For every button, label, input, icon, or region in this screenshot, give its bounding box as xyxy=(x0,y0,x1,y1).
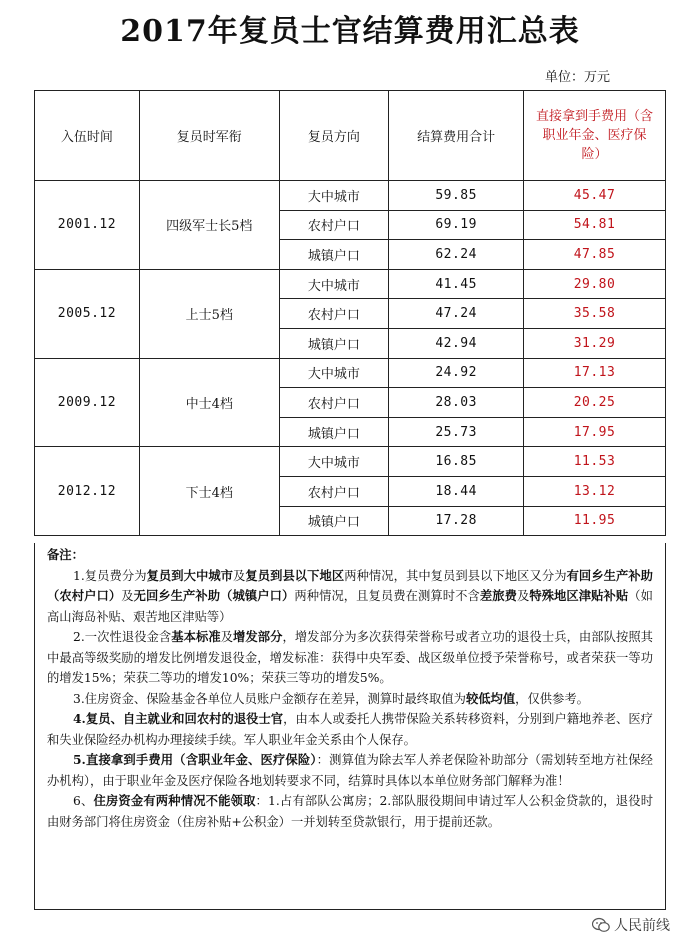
total-cost-cell: 25.73 xyxy=(389,417,524,447)
total-cost-cell: 16.85 xyxy=(389,447,524,477)
note-1 xyxy=(47,566,653,628)
header-enlist-time: 入伍时间 xyxy=(35,91,140,181)
page-title: 2017年复员士官结算费用汇总表 xyxy=(120,14,580,49)
note-2-text: 2.一次性退役金含 xyxy=(73,630,172,644)
note-1-bold: 差旅费 xyxy=(479,588,517,603)
direct-cost-cell: 54.81 xyxy=(524,210,666,240)
direction-cell: 大中城市 xyxy=(279,447,389,477)
note-2 xyxy=(47,627,653,689)
header-rank: 复员时军衔 xyxy=(139,91,279,181)
direct-cost-cell: 17.95 xyxy=(524,417,666,447)
note-1-bold: 复员到县以下地区 xyxy=(245,567,345,583)
direct-cost-cell: 35.58 xyxy=(524,299,666,329)
unit-label: 单位：万元 xyxy=(544,70,610,85)
note-6-text: ：1.占有部队公寓房；2.部队服役期间申请过军人公积金贷款的，退役时由财务部门将住房资金（住房补贴+公积金）一并划转至贷款银行，用于提前还款。 xyxy=(47,794,654,829)
note-6 xyxy=(47,791,653,832)
note-2-text: 及 xyxy=(220,630,234,644)
table-row xyxy=(35,181,666,211)
enlist-time-cell: 2012.12 xyxy=(35,447,140,536)
note-4-text: ，由本人或委托人携带保险关系转移资料，分别到户籍地养老、医疗和失业保险经办机构办理接续手续。军人职业年金关系由个人保存。 xyxy=(47,712,653,747)
header-direction: 复员方向 xyxy=(279,91,389,181)
total-cost-cell: 62.24 xyxy=(389,240,524,270)
note-4 xyxy=(47,709,653,750)
enlist-time-cell: 2005.12 xyxy=(35,269,140,358)
note-1-text: 及 xyxy=(121,589,134,603)
note-3-text: 3.住房资金、保险基金各单位人员账户金额存在差异，测算时最终取值为 xyxy=(73,691,466,706)
note-1-text: （如高山海岛补贴、艰苦地区津贴等） xyxy=(47,589,653,624)
direct-cost-cell: 11.53 xyxy=(524,447,666,477)
direction-cell: 农村户口 xyxy=(279,299,389,329)
notes-section xyxy=(34,543,666,910)
enlist-time-cell: 2001.12 xyxy=(35,181,140,270)
direction-cell: 农村户口 xyxy=(279,476,389,506)
note-2-bold: 基本标准 xyxy=(171,629,221,644)
direction-cell: 大中城市 xyxy=(279,358,389,388)
total-cost-cell: 41.45 xyxy=(389,269,524,299)
note-1-bold: 复员到大中城市 xyxy=(146,567,234,583)
total-cost-cell: 28.03 xyxy=(389,388,524,418)
note-2-text: ，增发部分为多次获得荣誉称号或者立功的退役士兵，由部队按照其中最高等级奖励的增发比例增发退役金，增发标准：获得中央军委、战区级单位授予荣誉称号，或者荣获一等功的增发15%；荣获二等功的增发10%；荣获三等功的增发5%。 xyxy=(47,630,653,685)
notes-heading: 备注： xyxy=(47,547,84,562)
direct-cost-cell: 20.25 xyxy=(524,388,666,418)
note-1-bold: 无回乡生产补助（城镇户口） xyxy=(133,588,295,603)
direct-cost-cell: 17.13 xyxy=(524,358,666,388)
note-1-bold: 特殊地区津贴补贴 xyxy=(529,588,629,603)
rank-cell: 中士4档 xyxy=(139,358,279,447)
direction-cell: 城镇户口 xyxy=(279,328,389,358)
note-3 xyxy=(47,689,653,710)
enlist-time-cell: 2009.12 xyxy=(35,358,140,447)
note-6-number: 6、 xyxy=(73,794,94,808)
note-5-bold: 5.直接拿到手费用（含职业年金、医疗保险） xyxy=(73,752,317,767)
direction-cell: 大中城市 xyxy=(279,269,389,299)
rank-cell: 下士4档 xyxy=(139,447,279,536)
direct-cost-cell: 31.29 xyxy=(524,328,666,358)
direction-cell: 农村户口 xyxy=(279,210,389,240)
header-direct-cost xyxy=(524,91,666,181)
note-1-text: 两种情况，且复员费在测算时不含 xyxy=(294,589,480,603)
total-cost-cell: 17.28 xyxy=(389,506,524,536)
watermark xyxy=(592,915,670,935)
direct-cost-cell: 11.95 xyxy=(524,506,666,536)
note-5-text: ：测算值为除去军人养老保险补助部分（需划转至地方社保经办机构），由于职业年金及医疗保险各地划转要求不同，结算时具体以本单位财务部门解释为准！ xyxy=(47,753,653,788)
direction-cell: 城镇户口 xyxy=(279,240,389,270)
total-cost-cell: 42.94 xyxy=(389,328,524,358)
direct-cost-cell: 45.47 xyxy=(524,181,666,211)
rank-cell: 四级军士长5档 xyxy=(139,181,279,270)
wechat-icon xyxy=(592,917,610,933)
note-1-text: 两种情况，其中复员到县以下地区又分为 xyxy=(344,568,567,583)
note-6-bold: 住房资金有两种情况不能领取 xyxy=(93,793,256,808)
header-total-cost: 结算费用合计 xyxy=(389,91,524,181)
total-cost-cell: 18.44 xyxy=(389,476,524,506)
direction-cell: 城镇户口 xyxy=(279,417,389,447)
watermark-text: 人民前线 xyxy=(614,918,670,934)
direct-cost-cell: 13.12 xyxy=(524,476,666,506)
direct-cost-cell: 47.85 xyxy=(524,240,666,270)
cost-summary-table xyxy=(34,90,666,536)
note-2-bold: 增发部分 xyxy=(233,629,283,644)
note-5 xyxy=(47,750,653,791)
direction-cell: 农村户口 xyxy=(279,388,389,418)
direction-cell: 城镇户口 xyxy=(279,506,389,536)
rank-cell: 上士5档 xyxy=(139,269,279,358)
note-4-number: 4. xyxy=(73,711,86,726)
note-1-text: 1.复员费分为 xyxy=(73,568,147,583)
direction-cell: 大中城市 xyxy=(279,181,389,211)
note-4-bold: 复员、自主就业和回农村的退役士官 xyxy=(85,711,284,726)
table-row xyxy=(35,358,666,388)
note-1-text: 及 xyxy=(516,589,530,603)
table-row xyxy=(35,269,666,299)
direct-cost-cell: 29.80 xyxy=(524,269,666,299)
table-header-row xyxy=(35,91,666,181)
note-3-text: ，仅供参考。 xyxy=(515,691,589,706)
header-direct-cost-label: 直接拿到手费用（含职业年金、医疗保险） xyxy=(535,109,653,162)
note-3-bold: 较低均值 xyxy=(465,690,516,706)
total-cost-cell: 47.24 xyxy=(389,299,524,329)
total-cost-cell: 59.85 xyxy=(389,181,524,211)
total-cost-cell: 24.92 xyxy=(389,358,524,388)
table-row xyxy=(35,447,666,477)
note-1-text: 及 xyxy=(233,568,246,583)
note-1-bold: 有回乡生产补助（农村户口） xyxy=(47,567,653,603)
total-cost-cell: 69.19 xyxy=(389,210,524,240)
